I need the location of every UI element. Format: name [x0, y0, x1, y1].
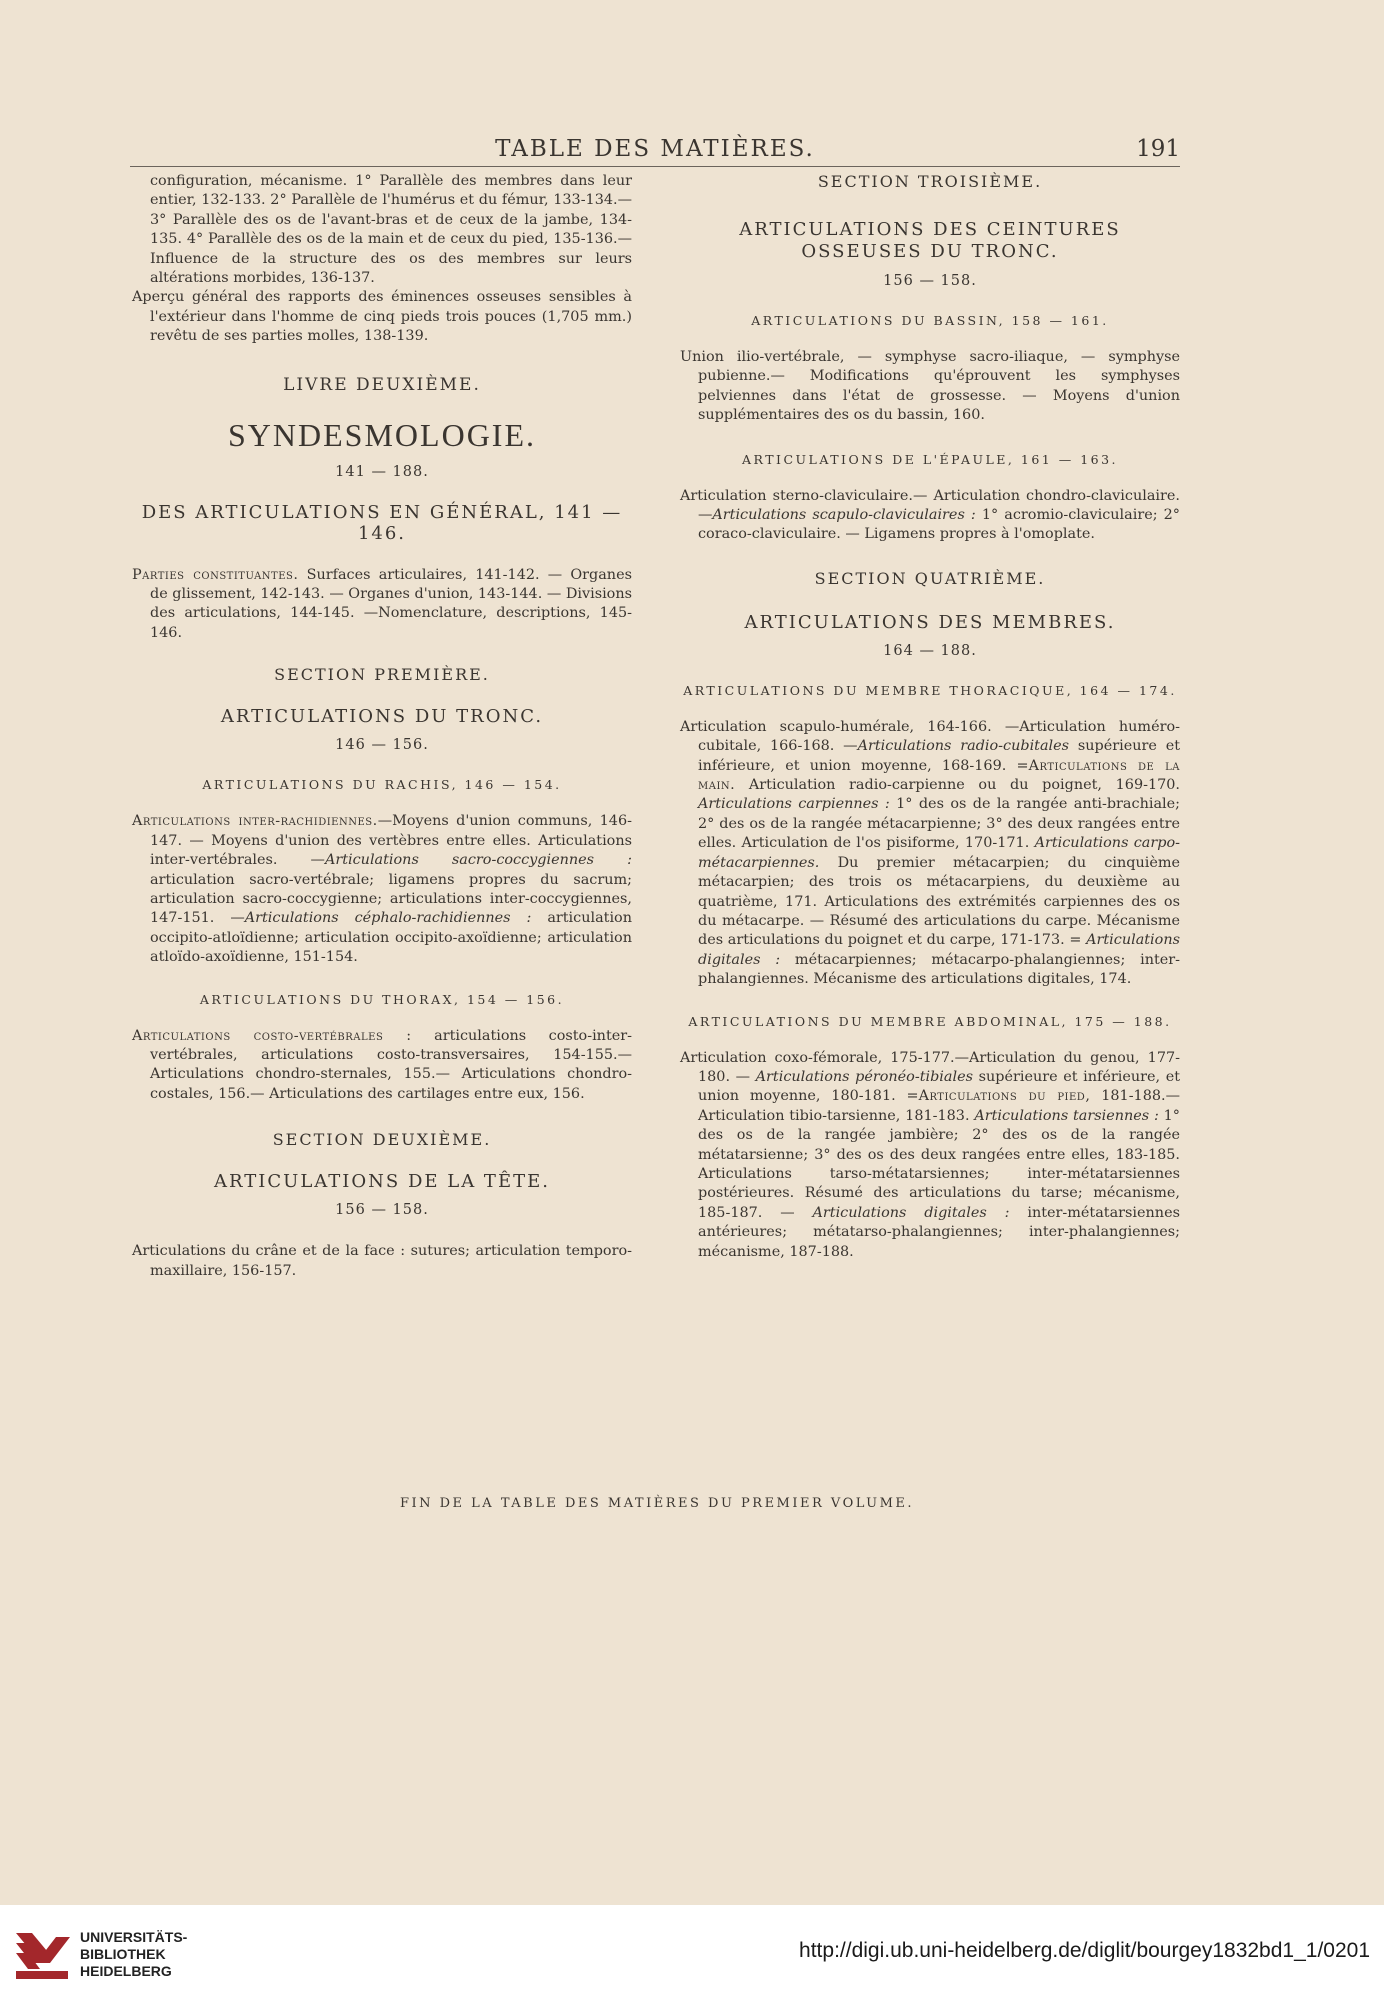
- entry-paralleles: configuration, mécanisme. 1° Parallèle des membres dans leur entier, 132-133. 2° Parallèle de l'humérus et du fémur, 133-134.— 3° Parallèle des os de l'avant-bras et de ceux de la jambe, 134-135. 4° Parallèle des os de la main et de ceux du pied, 135-136.— Influence de la structure des os des membres sur leurs altérations morbides, 136-137.: [150, 173, 632, 287]
- subhead-epaule: ARTICULATIONS DE L'ÉPAULE, 161 — 163.: [741, 451, 1119, 467]
- library-line-1: UNIVERSITÄTS-: [80, 1929, 188, 1945]
- entry-rachis: [132, 812, 632, 967]
- abd-text-1: Articulation coxo-fémorale, 175-177.—Articulation du genou, 177-180. —: [680, 1049, 1180, 1085]
- entry-tete: Articulations du crâne et de la face : sutures; articulation temporo-maxillaire, 156-157.: [132, 1243, 632, 1279]
- thor-text-5: Du premier métacarpien; du cinquième métacarpien; des trois os métacarpiens, du deuxième au quatrième, 171. Articulations des extrémités carpiennes des os du métacarpe. — Résumé des articulations du carpe. Mécanisme des articulations du poignet et du carpe, 171-173. =: [698, 854, 1180, 949]
- livre-heading: LIVRE DEUXIÈME.: [283, 374, 481, 395]
- epaule-text-2: 1° acromio-claviculaire; 2° coraco-claviculaire. — Ligamens propres à l'omoplate.: [698, 507, 1180, 543]
- syndesmologie-title: SYNDESMOLOGIE.: [228, 416, 536, 453]
- thor-text-3: Articulation radio-carpienne ou du poignet, 169-170.: [735, 777, 1180, 794]
- section-premiere: SECTION PREMIÈRE.: [274, 665, 490, 685]
- abd-text-4: 1° des os de la rangée jambière; 2° des os de la rangée métatarsienne; 3° des os des deux rangées entre elles, 183-185. Articulations tarso-métatarsiennes; inter-métatarsiennes postérieures. Résumé des articulations du tarse; mécanisme, 185-187. —: [698, 1107, 1180, 1221]
- right-column: [680, 172, 1180, 1262]
- library-line-2: BIBLIOTHEK: [80, 1946, 166, 1962]
- thor-italic-4: Articulations digitales :: [698, 932, 1180, 968]
- thor-text-1: Articulation scapulo-humérale, 164-166. —Articulation huméro-cubitale, 166-168. —: [680, 718, 1180, 755]
- entry-thorax: [132, 1027, 632, 1105]
- heading-ceintures: ARTICULATIONS DES CEINTURES OSSEUSES DU TRONC.: [739, 219, 1121, 262]
- thorax-text: articulations costo-inter-vertébrales, articulations costo-transversaires, 154-155.—Articulations chondro-sternales, 155.— Articulations chondro-costales, 156.— Articulations des cartilages entre eux, 156.: [150, 1027, 632, 1102]
- epaule-italic-1: Articulations scapulo-claviculaires :: [712, 507, 976, 524]
- abd-text-3: 181-188.— Articulation tibio-tarsienne, 181-183.: [698, 1088, 1180, 1124]
- thor-text-2: supérieure et inférieure, et union moyenne, 168-169. =: [698, 738, 1180, 774]
- parties-text: Surfaces articulaires, 141-142. — Organes de glissement, 142-143. — Organes d'union, 143-144. — Divisions des articulations, 144-145. —Nomenclature, descriptions, 145-146.: [150, 566, 632, 641]
- rachis-lead: Articulations inter-rachidiennes.: [132, 813, 378, 830]
- subhead-bassin: ARTICULATIONS DU BASSIN, 158 — 161.: [751, 313, 1109, 328]
- rachis-text-1: —Moyens d'union communs, 146-147. — Moyens d'union des vertèbres entre elles. Articulations inter-vertébrales. —: [150, 813, 632, 869]
- heading-articulations-general: DES ARTICULATIONS EN GÉNÉRAL, 141 — 146.: [141, 501, 623, 544]
- abd-text-5: inter-métatarsiennes antérieures; métatarso-phalangiennes; inter-phalangiennes; mécanisme, 187-188.: [698, 1204, 1180, 1260]
- abd-italic-2: Articulations tarsiennes :: [974, 1107, 1159, 1124]
- fin-line: FIN DE LA TABLE DES MATIÈRES DU PREMIER VOLUME.: [399, 1496, 915, 1511]
- abd-smallcaps-1: Articulations du pied,: [918, 1088, 1091, 1105]
- rachis-text-3: articulation occipito-atloïdienne; articulation occipito-axoïdienne; articulation atloïdo-axoïdienne, 151-154.: [150, 910, 632, 966]
- section-quatrieme: SECTION QUATRIÈME.: [814, 568, 1046, 588]
- subhead-thorax: ARTICULATIONS DU THORAX, 154 — 156.: [199, 991, 565, 1007]
- viewer-footer: [0, 1905, 1384, 2005]
- subhead-abdominal: ARTICULATIONS DU MEMBRE ABDOMINAL, 175 — 188.: [688, 1013, 1172, 1029]
- page-title: TABLE DES MATIÈRES.: [495, 136, 815, 162]
- ceintures-range: 156 — 158.: [883, 273, 977, 289]
- syndesmologie-range: 141 — 188.: [335, 463, 429, 480]
- tronc-range: 146 — 156.: [335, 737, 429, 754]
- entry-thoracique: [680, 718, 1180, 990]
- membres-range: 164 — 188.: [883, 642, 977, 659]
- thor-text-6: métacarpiennes; métacarpo-phalangiennes; inter-phalangiennes. Mécanisme des articulations digitales, 174.: [698, 951, 1180, 988]
- subhead-rachis: ARTICULATIONS DU RACHIS, 146 — 154.: [202, 777, 562, 793]
- running-head: [130, 136, 1180, 167]
- rachis-text-2: articulation sacro-vertébrale; ligamens propres du sacrum; articulation sacro-coccygienne; articulations inter-coccygiennes, 147-151. —: [150, 871, 632, 927]
- parties-lead: Parties constituantes.: [132, 566, 299, 583]
- entry-parties: [132, 566, 632, 644]
- section-deuxieme: SECTION DEUXIÈME.: [272, 1130, 492, 1150]
- thor-italic-1: Articulations radio-cubitales: [857, 738, 1070, 755]
- entry-epaule: [680, 487, 1180, 545]
- abd-italic-1: Articulations péronéo-tibiales: [755, 1068, 973, 1085]
- subhead-thoracique: ARTICULATIONS DU MEMBRE THORACIQUE, 164 — 174.: [683, 682, 1177, 698]
- heading-membres: ARTICULATIONS DES MEMBRES.: [744, 611, 1116, 633]
- abd-italic-3: Articulations digitales :: [812, 1204, 1010, 1221]
- thor-smallcaps-1: Articulations de la main.: [698, 757, 1180, 794]
- tete-range: 156 — 158.: [335, 1202, 429, 1219]
- section-troisieme: SECTION TROISIÈME.: [817, 172, 1043, 191]
- rachis-italic-1: Articulations sacro-coccygiennes :: [324, 852, 632, 869]
- heading-tete: ARTICULATIONS DE LA TÊTE.: [214, 1171, 550, 1193]
- entry-abdominal: [680, 1049, 1180, 1262]
- left-column: [132, 172, 632, 1281]
- library-name: [80, 1929, 187, 1980]
- entry-bassin: Union ilio-vertébrale, — symphyse sacro-iliaque, — symphyse pubienne.— Modifications qu'éprouvent les symphyses pelviennes dans l'état de grossesse. — Moyens d'union supplémentaires des os du bassin, 160.: [680, 349, 1180, 424]
- thor-text-4: 1° des os de la rangée anti-brachiale; 2° des os de la rangée métacarpienne; 3° des deux rangées entre elles. Articulation de l'os pisiforme, 170-171.: [698, 796, 1180, 852]
- thor-italic-3: Articulations carpo-métacarpiennes.: [698, 835, 1180, 871]
- entry-apercu: Aperçu général des rapports des éminences osseuses sensibles à l'extérieur dans l'homme de cinq pieds trois pouces (1,705 mm.) revêtu de ses parties molles, 138-139.: [132, 289, 632, 345]
- library-line-3: HEIDELBERG: [80, 1963, 172, 1979]
- university-library-logo-icon: [12, 1923, 72, 1987]
- permalink-url[interactable]: http://digi.ub.uni-heidelberg.de/diglit/bourgey1832bd1_1/0201: [799, 1939, 1370, 1962]
- page-number: 191: [1136, 136, 1180, 162]
- epaule-text-1: Articulation sterno-claviculaire.— Articulation chondro-claviculaire. —: [680, 487, 1180, 524]
- heading-tronc: ARTICULATIONS DU TRONC.: [220, 706, 544, 728]
- thorax-lead: Articulations costo-vertébrales :: [132, 1027, 412, 1044]
- abd-text-2: supérieure et inférieure, et union moyenne, 180-181. =: [698, 1068, 1181, 1105]
- rachis-italic-2: Articulations céphalo-rachidiennes :: [244, 910, 532, 927]
- thor-italic-2: Articulations carpiennes :: [698, 796, 890, 813]
